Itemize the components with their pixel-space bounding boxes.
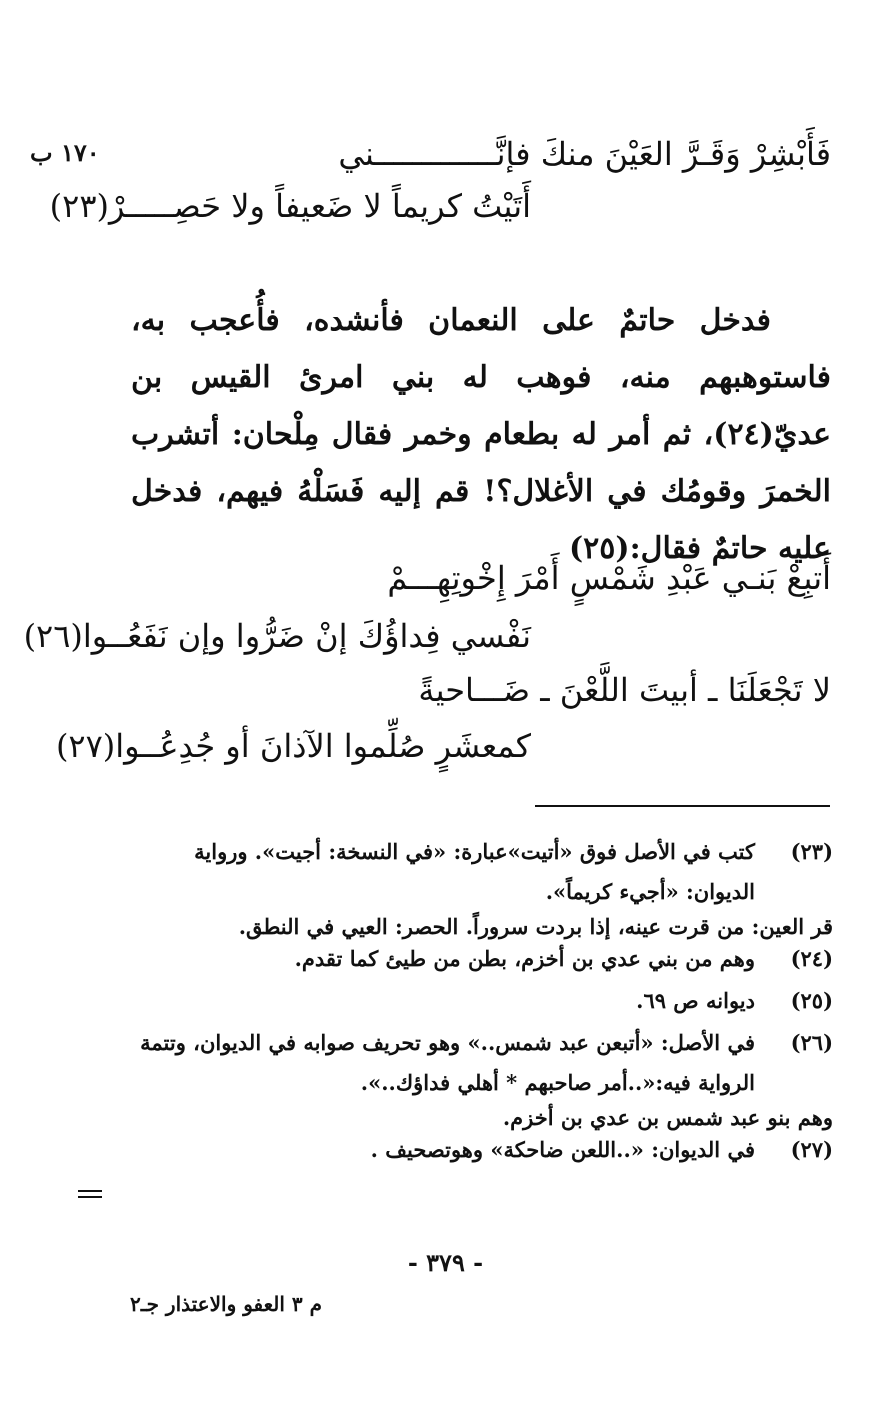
footnote-27 — [133, 1130, 833, 1170]
poem2-line3: لا تَجْعَلَنَا ـ أبيتَ اللَّعْنَ ـ ضَـــاحيةً — [418, 671, 831, 709]
prose-paragraph: فدخل حاتمٌ على النعمان فأنشده، فأُعجب به، فاستوهبهم منه، فوهب له بني امرئ القيس بن عديّ(٢٤)، ثم أمر له بطعام وخمر فقال مِلْحان: أتشرب الخمرَ وقومُك في الأغلال؟! قم إليه فَسَلْهُ فيهم، فدخل عليه حاتمٌ فقال:(٢٥) — [131, 303, 831, 566]
footnote-text: في الديوان: «..اللعن ضاحكة» وهوتصحيف . — [370, 1137, 755, 1162]
double-rule-mark — [78, 1190, 102, 1202]
footnote-text: في الأصل: «أتبعن عبد شمس..» وهو تحريف صوابه في الديوان، وتتمة الرواية فيه:«..أمر صاحبهم * أهلي فداؤك..». — [140, 1030, 755, 1095]
poem2-line1: أَتبِعْ بَنـي عَبْدِ شَمْسٍ أَمْرَ إِخْوتِهِـــمْ — [387, 559, 831, 597]
footnote-number: (٢٤) — [790, 946, 833, 971]
poem1-line2: أَتَيْتُ كريماً لا ضَعيفاً ولا حَصِـــــرْ(٢٣) — [49, 187, 531, 225]
footnote-number: (٢٦) — [790, 1030, 833, 1055]
footnote-subtext: وهم بنو عبد شمس بن عدي بن أخزم. — [502, 1105, 833, 1130]
footnote-25 — [133, 981, 833, 1021]
footnote-number: (٢٥) — [790, 988, 833, 1013]
rule-line — [78, 1196, 102, 1198]
footnote-text: وهم من بني عدي بن أخزم، بطن من طيئ كما تقدم. — [294, 946, 755, 971]
footnote-subtext: قر العين: من قرت عينه، إذا بردت سروراً. الحصر: العيي في النطق. — [238, 914, 833, 939]
footnote-text: ديوانه ص ٦٩. — [636, 988, 755, 1013]
footer-signature: م ٣ العفو والاعتذار جـ٢ — [130, 1292, 323, 1316]
rule-line — [78, 1190, 102, 1192]
footnote-26 — [133, 1023, 833, 1103]
footnote-number: (٢٧) — [790, 1137, 833, 1162]
page-number: - ٣٧٩ - — [407, 1248, 484, 1277]
poem1-line1: فَأَبْشِرْ وَقَـرَّ العَيْنَ منكَ فإنَّـــــــــــــني — [338, 135, 831, 173]
footnote-23 — [133, 832, 833, 912]
footnote-24 — [133, 939, 833, 979]
footnote-text: كتب في الأصل فوق «أتيت»عبارة: «في النسخة: أجيت». ورواية الديوان: «أجيء كريماً». — [194, 839, 755, 904]
prose-body — [131, 292, 831, 577]
poem2-line2: نَفْسي فِداؤُكَ إنْ ضَرُّوا وإن نَفَعُــوا(٢٦) — [23, 617, 531, 655]
margin-note: ١٧٠ ب — [30, 138, 100, 167]
footnote-number: (٢٣) — [790, 839, 833, 864]
poem2-line4: كمعشَرٍ صُلِّموا الآذانَ أو جُدِعُــوا(٢٧) — [55, 727, 531, 765]
footnote-separator — [535, 805, 830, 807]
footnotes — [133, 832, 833, 1172]
